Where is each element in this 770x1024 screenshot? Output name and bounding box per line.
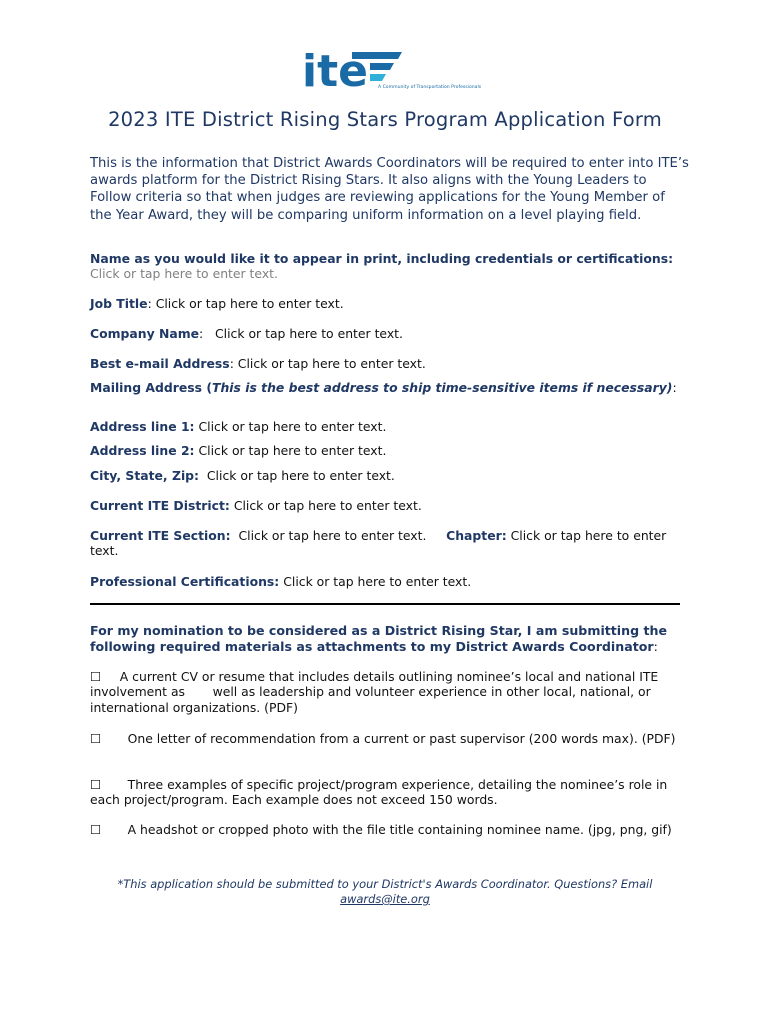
city-label: City, State, Zip: (90, 468, 200, 483)
address1-label: Address line 1: (90, 419, 195, 434)
requirement-item-cv (90, 669, 690, 715)
ite-logo-tagline: A Community of Transportation Professionals (378, 85, 482, 90)
requirement-item-headshot (90, 822, 690, 837)
ite-logo-mark (300, 46, 482, 97)
city-state-zip-field (90, 468, 690, 483)
intro-paragraph: This is the information that District Awards Coordinators will be required to enter into ITE’s awards platform for the District Rising Stars. It also aligns with the Young Leaders to Follow criteria so that when judges are reviewing applications for the Young Member of the Year Award, they will be comparing uniform information on a level playing field. (90, 156, 689, 223)
address2-label: Address line 2: (90, 443, 195, 458)
checkbox-letter[interactable]: ☐ (90, 731, 102, 746)
district-input[interactable]: Click or tap here to enter text. (233, 498, 422, 513)
address2-input[interactable]: Click or tap here to enter text. (198, 443, 387, 458)
ite-logo (300, 46, 482, 97)
email-field (90, 356, 690, 371)
mailing-note: This is the best address to ship time-sensitive items if necessary) (212, 380, 673, 395)
checkbox-headshot[interactable]: ☐ (90, 822, 102, 837)
job-title-field (90, 296, 690, 311)
address1-input[interactable]: Click or tap here to enter text. (198, 419, 387, 434)
chapter-input[interactable]: Click or tap here to enter text. (90, 528, 667, 558)
requirements-heading (90, 623, 690, 654)
job-title-label: Job Title (90, 296, 148, 311)
company-field (90, 326, 690, 341)
checkbox-projects[interactable]: ☐ (90, 777, 102, 792)
name-label: Name as you would like it to appear in print, including credentials or certifications: (90, 251, 674, 266)
requirement-text-letter: One letter of recommendation from a current or past supervisor (200 words max). (PDF) (127, 731, 676, 746)
mailing-address-heading (90, 380, 690, 395)
mailing-colon: : (672, 380, 677, 395)
requirements-heading-text: For my nomination to be considered as a District Rising Star, I am submitting the following required materials as attachments to my District Awards Coordinator (90, 623, 668, 654)
footer-text: *This application should be submitted to your District's Awards Coordinator. Questions? Email (117, 877, 653, 891)
company-input[interactable]: : Click or tap here to enter text. (199, 326, 403, 341)
chapter-label: Chapter: (446, 528, 507, 543)
certs-input[interactable]: Click or tap here to enter text. (283, 574, 472, 589)
requirements-heading-colon: : (653, 638, 658, 654)
section-label: Current ITE Section: (90, 528, 231, 543)
footer-note (90, 877, 680, 907)
section-chapter-field (90, 528, 690, 558)
name-input[interactable]: Click or tap here to enter text. (90, 266, 278, 281)
job-title-input[interactable]: : Click or tap here to enter text. (147, 296, 344, 311)
address1-field (90, 419, 690, 434)
awards-email-link[interactable]: awards@ite.org (340, 892, 430, 906)
section-input[interactable]: Click or tap here to enter text. (238, 528, 427, 543)
certs-label: Professional Certifications: (90, 574, 280, 589)
name-field (90, 251, 690, 281)
ite-logo-word: ite (302, 46, 368, 97)
requirement-text-headshot: A headshot or cropped photo with the file title containing nominee name. (jpg, png, gif) (127, 822, 672, 837)
certifications-field (90, 574, 690, 589)
requirement-item-projects (90, 777, 690, 808)
email-input[interactable]: : Click or tap here to enter text. (229, 356, 426, 371)
requirement-item-letter (90, 731, 690, 746)
mailing-label: Mailing Address ( (90, 380, 213, 395)
district-label: Current ITE District: (90, 498, 230, 513)
page-title: 2023 ITE District Rising Stars Program Application Form (108, 108, 662, 131)
email-label: Best e-mail Address (90, 356, 230, 371)
section-divider (90, 603, 680, 605)
address2-field (90, 443, 690, 458)
company-label: Company Name (90, 326, 200, 341)
checkbox-cv[interactable]: ☐ (90, 669, 102, 684)
requirement-text-projects: Three examples of specific project/program experience, detailing the nominee’s role in each project/program. Each example does not exceed 150 words. (90, 777, 668, 808)
requirement-text-cv: A current CV or resume that includes details outlining nominee’s local and national ITE involvement as well as leadership and volunteer experience in other local, national, or international organizations. (PDF) (90, 669, 663, 715)
city-input[interactable]: Click or tap here to enter text. (206, 468, 395, 483)
district-field (90, 498, 690, 513)
